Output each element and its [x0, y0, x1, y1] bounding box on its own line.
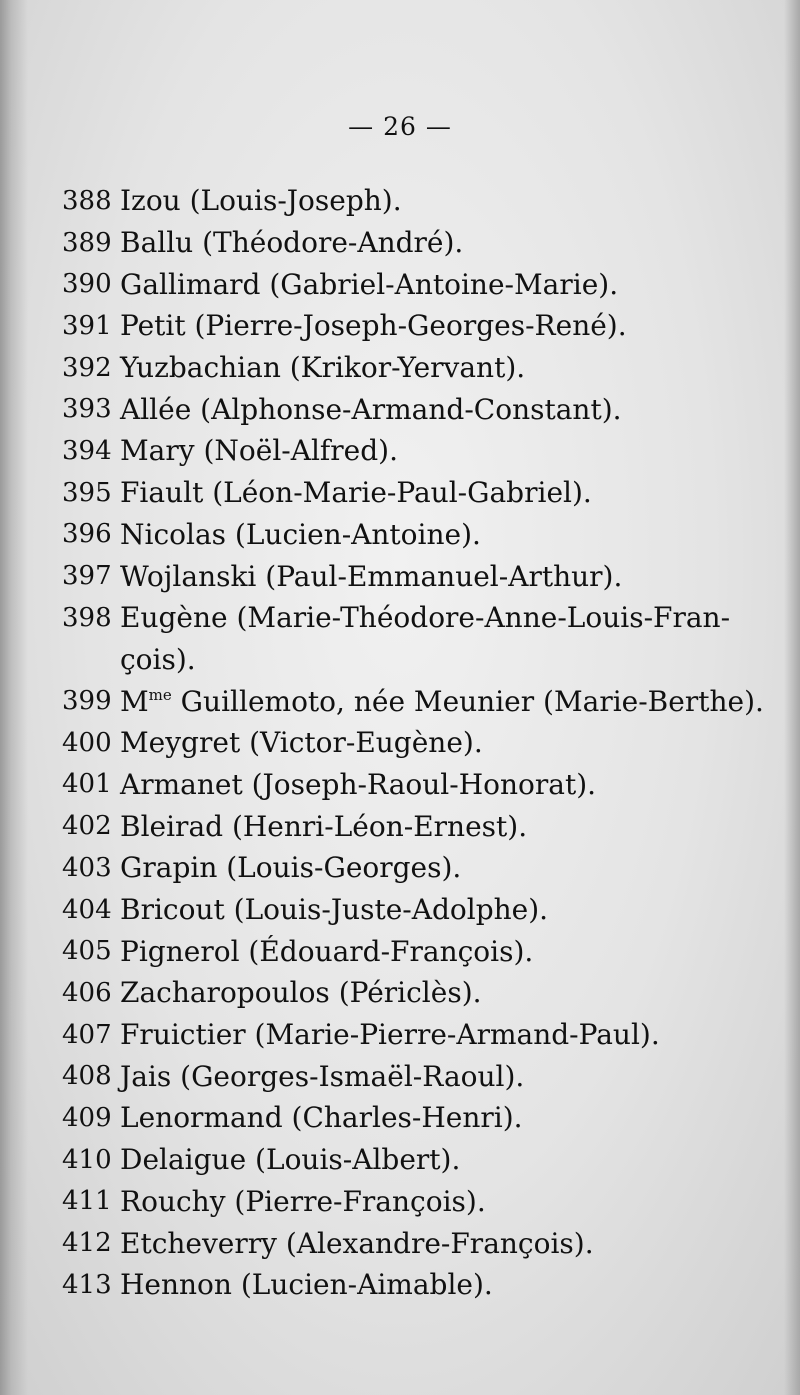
list-item: [62, 514, 762, 556]
entry-number: 391: [62, 310, 112, 341]
list-item: [62, 1097, 762, 1139]
entry-name: Mary (Noël-Alfred).: [120, 434, 398, 468]
entry-name-text: Guillemoto, née Meunier (Marie-Berthe).: [171, 684, 764, 718]
entry-name: Allée (Alphonse-Armand-Constant).: [120, 392, 622, 426]
entry-name: Fiault (Léon-Marie-Paul-Gabriel).: [120, 476, 592, 510]
list-item: [62, 805, 762, 847]
list-item: [62, 1014, 762, 1056]
list-item: [62, 764, 762, 806]
entry-name: Lenormand (Charles-Henri).: [120, 1101, 523, 1135]
entry-name: Bricout (Louis-Juste-Adolphe).: [120, 893, 549, 927]
list-item: [62, 1181, 762, 1223]
title-prefix-superscript: me: [148, 685, 172, 704]
entry-name: Zacharopoulos (Périclès).: [120, 976, 482, 1010]
list-item: [62, 889, 762, 931]
entry-number: 390: [62, 269, 112, 300]
entry-name: Bleirad (Henri-Léon-Ernest).: [120, 809, 528, 843]
list-item: [62, 347, 762, 389]
page-number: — 26 —: [348, 112, 452, 141]
entry-number: 405: [62, 936, 112, 967]
entry-number: 397: [62, 561, 112, 592]
entry-name-continuation: çois).: [120, 642, 196, 676]
entry-number: 410: [62, 1144, 112, 1175]
list-item: [62, 680, 762, 722]
entry-name: Wojlanski (Paul-Emmanuel-Arthur).: [120, 559, 623, 593]
list-item: [62, 180, 762, 222]
list-item: [62, 1055, 762, 1097]
entry-name: Jais (Georges-Ismaël-Raoul).: [120, 1059, 525, 1093]
list-item: [62, 555, 762, 597]
entry-number: 406: [62, 977, 112, 1008]
entry-number: 412: [62, 1228, 112, 1259]
entry-name: Eugène (Marie-Théodore-Anne-Louis-Fran-: [120, 601, 731, 635]
page-edge-shadow: [784, 0, 800, 1395]
list-item: [62, 1264, 762, 1306]
entry-name: Fruictier (Marie-Pierre-Armand-Paul).: [120, 1018, 660, 1052]
entry-number: 404: [62, 894, 112, 925]
entry-name: Pignerol (Édouard-François).: [120, 934, 534, 968]
list-item-continuation: [62, 639, 762, 681]
entry-name: Izou (Louis-Joseph).: [120, 184, 402, 218]
entry-name: Grapin (Louis-Georges).: [120, 851, 462, 885]
list-item: [62, 1139, 762, 1181]
list-item: [62, 722, 762, 764]
name-list: [62, 180, 762, 1306]
entry-number: 407: [62, 1019, 112, 1050]
list-item: [62, 305, 762, 347]
list-item: [62, 263, 762, 305]
entry-number: 399: [62, 686, 112, 717]
entry-name: Ballu (Théodore-André).: [120, 226, 464, 260]
entry-name: Etcheverry (Alexandre-François).: [120, 1226, 594, 1260]
entry-number: 401: [62, 769, 112, 800]
entry-number: 408: [62, 1061, 112, 1092]
title-prefix: M: [120, 684, 149, 718]
entry-number: 395: [62, 477, 112, 508]
entry-name: Hennon (Lucien-Aimable).: [120, 1268, 493, 1302]
list-item: [62, 597, 762, 639]
entry-number: 402: [62, 811, 112, 842]
entry-name: Rouchy (Pierre-François).: [120, 1184, 486, 1218]
entry-number: 411: [62, 1186, 112, 1217]
entry-name: Gallimard (Gabriel-Antoine-Marie).: [120, 267, 619, 301]
list-item: [62, 222, 762, 264]
entry-number: 403: [62, 852, 112, 883]
entry-number: 392: [62, 352, 112, 383]
entry-name: [120, 685, 764, 718]
entry-number: 389: [62, 227, 112, 258]
entry-name: Delaigue (Louis-Albert).: [120, 1143, 461, 1177]
entry-name: Nicolas (Lucien-Antoine).: [120, 517, 481, 551]
entry-name: Yuzbachian (Krikor-Yervant).: [120, 351, 526, 385]
entry-name: Petit (Pierre-Joseph-Georges-René).: [120, 309, 627, 343]
entry-name: Armanet (Joseph-Raoul-Honorat).: [120, 767, 597, 801]
list-item: [62, 430, 762, 472]
entry-number: 393: [62, 394, 112, 425]
list-item: [62, 472, 762, 514]
entry-name: Meygret (Victor-Eugène).: [120, 726, 483, 760]
list-item: [62, 847, 762, 889]
list-item: [62, 388, 762, 430]
entry-number: 413: [62, 1269, 112, 1300]
list-item: [62, 930, 762, 972]
entry-number: 398: [62, 602, 112, 633]
list-item: [62, 1222, 762, 1264]
list-item: [62, 972, 762, 1014]
entry-number: 388: [62, 185, 112, 216]
entry-number: 394: [62, 435, 112, 466]
page-binding-shadow: [0, 0, 28, 1395]
entry-number: 396: [62, 519, 112, 550]
entry-number: 400: [62, 727, 112, 758]
entry-number: 409: [62, 1102, 112, 1133]
